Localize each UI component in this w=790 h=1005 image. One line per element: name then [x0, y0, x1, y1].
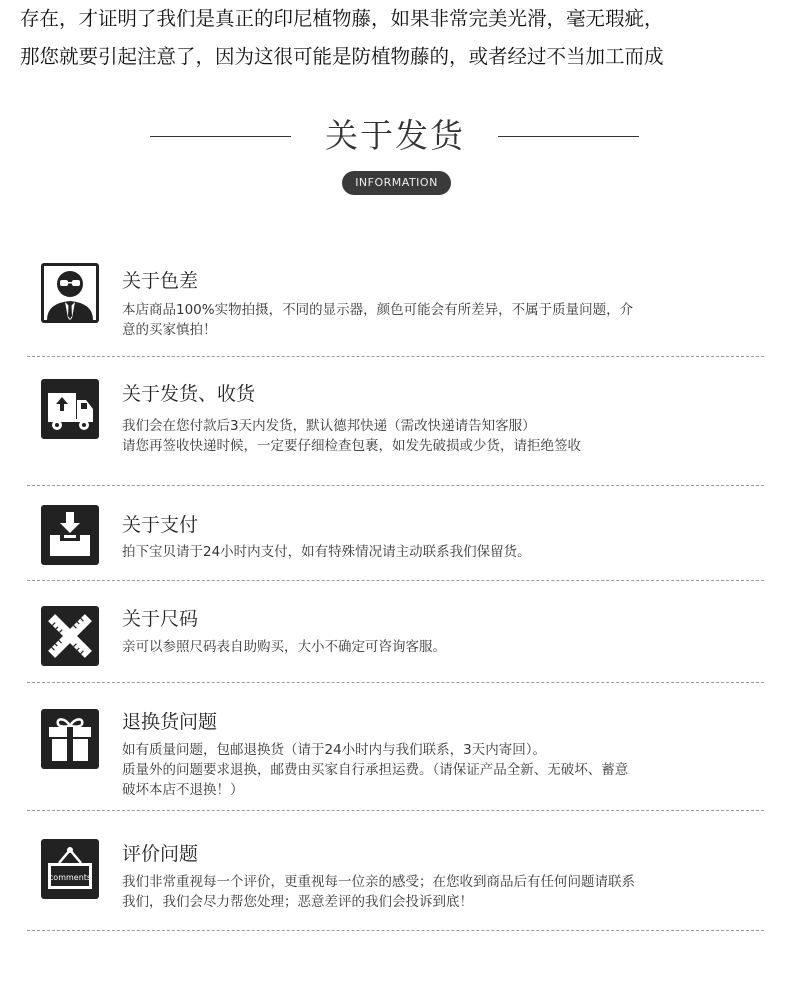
person-with-glasses-icon — [41, 263, 99, 323]
information-badge: INFORMATION — [342, 171, 451, 195]
section-body — [122, 637, 757, 657]
dashed-divider — [27, 810, 764, 811]
section-body-line: 本店商品100%实物拍摄，不同的显示器，颜色可能会有所差异，不属于质量问题，介 — [122, 302, 634, 318]
section-body — [122, 300, 757, 340]
dashed-divider — [27, 356, 764, 357]
section-body-line: 质量外的问题要求退换，邮费由买家自行承担运费。（请保证产品全新、无破坏、蓄意 — [122, 762, 629, 778]
section-body — [122, 872, 757, 912]
section-body-line: 我们会在您付款后3天内发货，默认德邦快递（需改快递请告知客服） — [122, 418, 536, 434]
section-title: 评价问题 — [122, 843, 199, 865]
intro-line: 那您就要引起注意了，因为这很可能是防植物藤的，或者经过不当加工而成 — [20, 45, 664, 68]
dashed-divider — [27, 930, 764, 931]
comments-sign-icon — [41, 839, 99, 899]
section-body-line: 意的买家慎拍！ — [122, 322, 217, 338]
intro-paragraph — [20, 0, 780, 76]
section-body-line: 破坏本店不退换！） — [122, 782, 244, 798]
section-title: 关于发货、收货 — [122, 383, 256, 405]
section-body-line: 我们，我们会尽力帮您处理；恶意差评的我们会投诉到底！ — [122, 894, 473, 910]
comments-sign-text: comments — [48, 873, 92, 882]
dashed-divider — [27, 485, 764, 486]
section-body — [122, 740, 757, 800]
section-body-line: 如有质量问题，包邮退换货（请于24小时内与我们联系，3天内寄回）。 — [122, 742, 547, 758]
gift-box-icon — [41, 709, 99, 769]
crossed-rulers-icon — [41, 606, 99, 666]
section-body-line: 亲可以参照尺码表自助购买，大小不确定可咨询客服。 — [122, 639, 446, 655]
dashed-divider — [27, 682, 764, 683]
section-heading — [0, 114, 790, 158]
section-body — [122, 416, 757, 456]
section-title: 退换货问题 — [122, 711, 218, 733]
section-body-line: 请您再签收快递时候，一定要仔细检查包裹，如发先破损或少货，请拒绝签收 — [122, 438, 581, 454]
section-body — [122, 542, 757, 562]
section-title: 关于支付 — [122, 514, 199, 536]
delivery-truck-icon — [41, 379, 99, 439]
intro-line: 存在，才证明了我们是真正的印尼植物藤，如果非常完美光滑，毫无瑕疵， — [20, 7, 664, 30]
section-body-line: 我们非常重视每一个评价，更重视每一位亲的感受；在您收到商品后有任何问题请联系 — [122, 874, 635, 890]
section-title: 关于色差 — [122, 270, 199, 292]
heading-title: 关于发货 — [325, 116, 465, 155]
dashed-divider — [27, 580, 764, 581]
section-title: 关于尺码 — [122, 608, 199, 630]
payment-download-tray-icon — [41, 505, 99, 565]
heading-rule-right — [498, 136, 639, 137]
section-body-line: 拍下宝贝请于24小时内支付，如有特殊情况请主动联系我们保留货。 — [122, 544, 531, 560]
